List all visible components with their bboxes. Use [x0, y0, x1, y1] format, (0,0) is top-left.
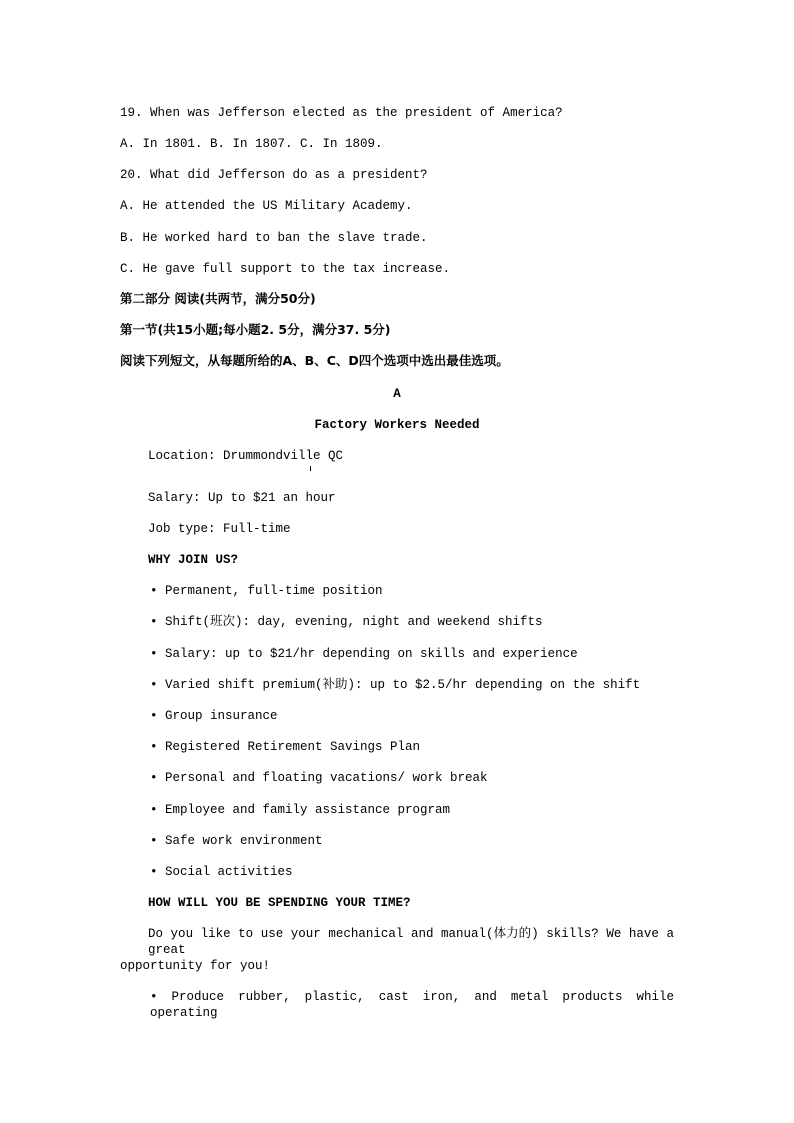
instruction: 阅读下列短文，从每题所给的A、B、C、D四个选项中选出最佳选项。: [120, 353, 509, 368]
intro-line-2: opportunity for you!: [120, 959, 271, 973]
benefit-item: • Shift(班次): day, evening, night and weekend shifts: [150, 615, 543, 629]
question-20-option-a: A. He attended the US Military Academy.: [120, 199, 413, 213]
passage-title: Factory Workers Needed: [314, 418, 480, 432]
question-19-options: A. In 1801. B. In 1807. C. In 1809.: [120, 137, 383, 151]
stray-mark: [310, 466, 311, 471]
sub-heading: 第一节(共15小题;每小题2. 5分，满分37. 5分): [120, 322, 391, 337]
why-join-heading: WHY JOIN US?: [148, 553, 239, 567]
intro-line-1: Do you like to use your mechanical and manual(体力的) skills? We have a great: [148, 927, 674, 957]
question-20: 20. What did Jefferson do as a president?: [120, 168, 428, 182]
duty-item: • Produce rubber, plastic, cast iron, and metal products while operating: [150, 990, 674, 1020]
job-type-line: Job type: Full-time: [148, 522, 291, 536]
benefit-item: • Safe work environment: [150, 834, 323, 848]
benefit-item: • Registered Retirement Savings Plan: [150, 740, 421, 754]
benefit-item: • Varied shift premium(补助): up to $2.5/hr depending on the shift: [150, 678, 641, 692]
benefit-item: • Employee and family assistance program: [150, 803, 451, 817]
location-line: Location: Drummondville QC: [148, 449, 344, 463]
passage-letter: A: [393, 387, 401, 401]
question-19: 19. When was Jefferson elected as the president of America?: [120, 106, 563, 120]
question-20-option-b: B. He worked hard to ban the slave trade.: [120, 231, 428, 245]
benefit-item: • Group insurance: [150, 709, 278, 723]
benefit-item: • Salary: up to $21/hr depending on skills and experience: [150, 647, 578, 661]
salary-line: Salary: Up to $21 an hour: [148, 491, 336, 505]
benefit-item: • Personal and floating vacations/ work break: [150, 771, 488, 785]
time-heading: HOW WILL YOU BE SPENDING YOUR TIME?: [148, 896, 411, 910]
question-20-option-c: C. He gave full support to the tax increase.: [120, 262, 451, 276]
part-heading: 第二部分 阅读(共两节，满分50分): [120, 291, 316, 306]
benefit-item: • Social activities: [150, 865, 293, 879]
benefit-item: • Permanent, full-time position: [150, 584, 383, 598]
